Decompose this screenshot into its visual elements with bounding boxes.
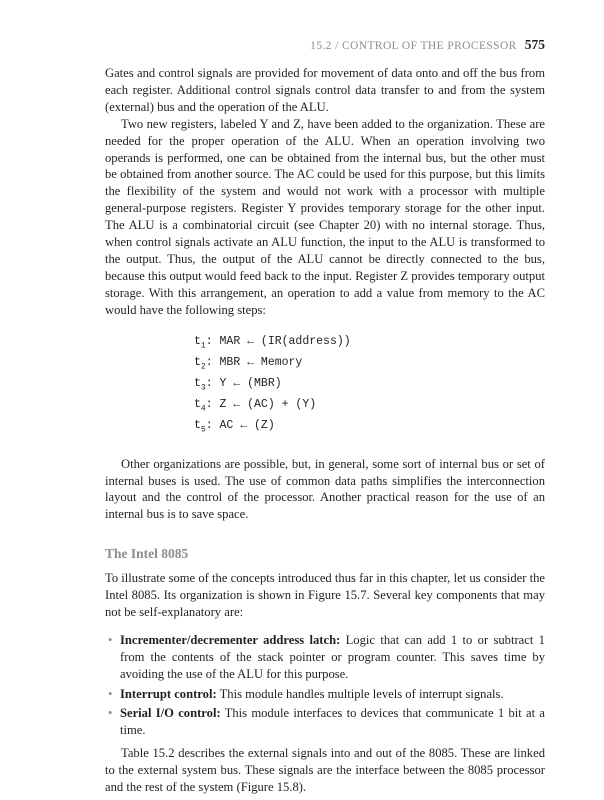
bullet-icon: • bbox=[108, 632, 113, 647]
step-line: $t_2$: MBR ← Memory bbox=[194, 355, 303, 372]
page-number: 575 bbox=[524, 37, 545, 52]
paragraph-registers-yz: Two new registers, labeled Y and Z, have been added to the organization. These are needed for the proper operation of the ALU. When an operation involving two operands is performed, one can be obtained from the internal bus, but the other must be obtained from another source. The AC could be used for this purpose, but this limits the flexibility of the system and would not work with a processor with multiple general-purpose registers. Register Y provides temporary storage for the other input. The ALU is a combinatorial circuit (see Chapter 20) with no internal storage. Thus, when control signals activate an ALU function, the input to the ALU is transformed to the output. Thus, the output of the ALU cannot be directly connected to the bus, because this output would feed back to the input. Register Z provides temporary output storage. With this arrangement, an operation to add a value from memory to the AC would have the following steps: bbox=[105, 116, 545, 317]
section-heading: The Intel 8085 bbox=[105, 546, 189, 562]
micro-operation-steps bbox=[194, 334, 545, 440]
page-body bbox=[105, 65, 545, 796]
step-line: $t_3$: Y ← (MBR) bbox=[194, 377, 282, 393]
step-line: $t_4$: Z ← (AC) + (Y) bbox=[194, 398, 317, 414]
paragraph-gates: Gates and control signals are provided for movement of data onto and off the bus from each register. Additional control signals control data transfer to and from the system (external) bus and the operation of the ALU. bbox=[105, 66, 545, 114]
list-item: • Incrementer/decrementer address latch: Logic that can add 1 to or subtract 1 from the contents of the stack pointer or program counter. This saves time by avoiding the use of the ALU for this purpose. bbox=[108, 632, 545, 681]
list-item: • Interrupt control: This module handles multiple levels of interrupt signals. bbox=[108, 686, 504, 701]
bullet-icon: • bbox=[108, 686, 113, 701]
step-line: $t_1$: MAR ← (IR(address)) bbox=[194, 334, 351, 350]
component-list bbox=[105, 632, 545, 739]
paragraph-other-organizations: Other organizations are possible, but, in general, some sort of internal bus or set of internal buses is used. The use of common data paths simplifies the interconnection layout and the control of the processor. Another practical reason for the use of an internal bus is to save space. bbox=[105, 456, 545, 522]
step-line: $t_5$: AC ← (Z) bbox=[194, 419, 275, 435]
running-header bbox=[310, 37, 545, 53]
list-item: • Serial I/O control: This module interfaces to devices that communicate 1 bit at a time. bbox=[108, 706, 545, 738]
bullet-icon: • bbox=[108, 706, 113, 721]
paragraph-table-reference: Table 15.2 describes the external signals into and out of the 8085. These are linked to the external system bus. These signals are the interface between the 8085 processor and the rest of the system (Figure 15.8). bbox=[105, 746, 545, 795]
paragraph-intel-intro: To illustrate some of the concepts introduced thus far in this chapter, let us consider the Intel 8085. Its organization is shown in Figure 15.7. Several key components that may not be self-explanatory are: bbox=[105, 571, 545, 619]
running-head-title: 15.2 / CONTROL OF THE PROCESSOR bbox=[310, 40, 517, 52]
